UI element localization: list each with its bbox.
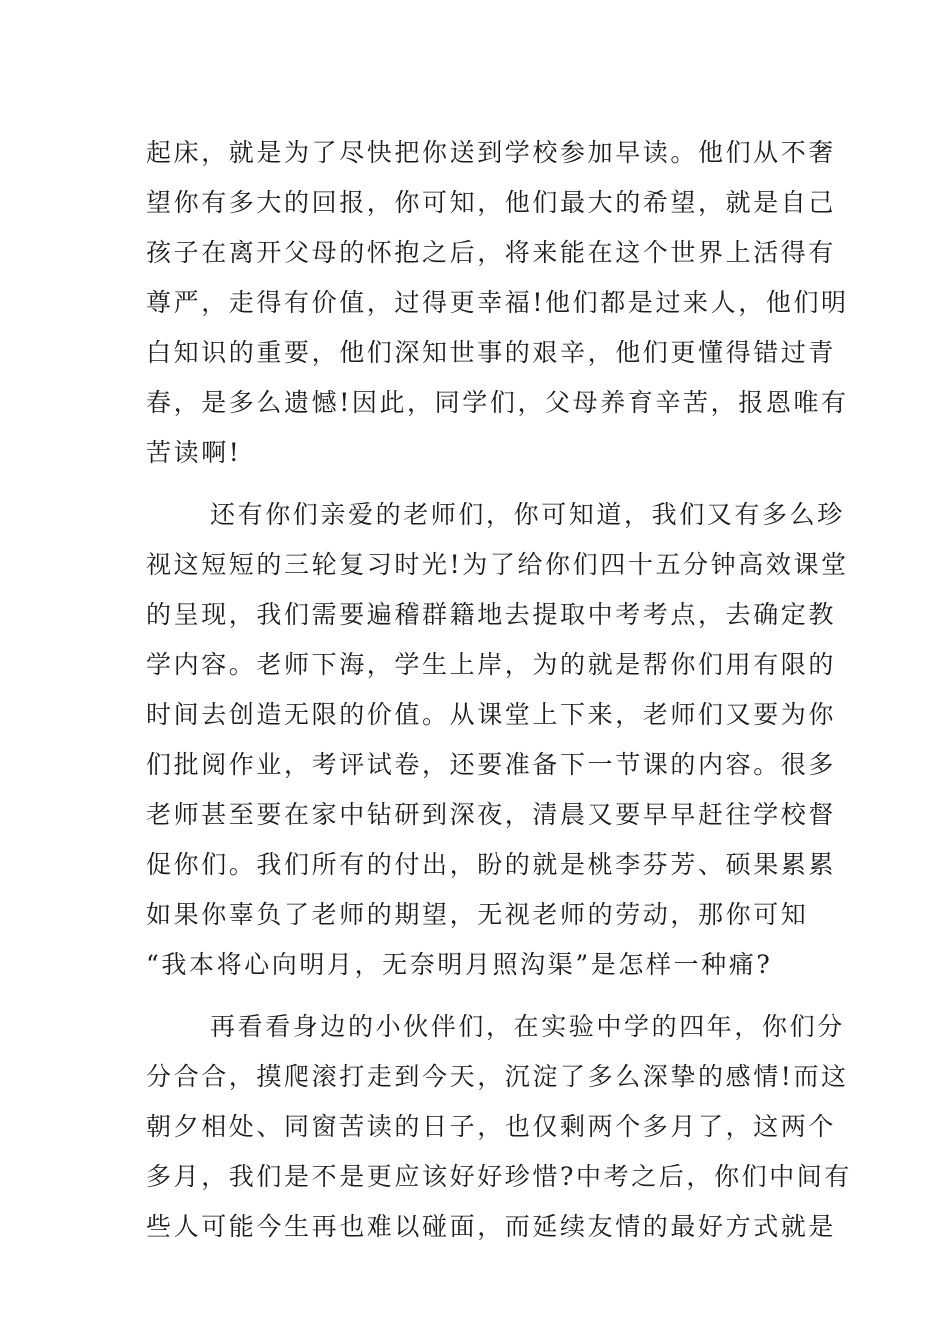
text-line: 望你有多大的回报，你可知，他们最大的希望，就是自己 <box>146 188 837 217</box>
text-line: 时间去创造无限的价值。从课堂上下来，老师们又要为你 <box>146 700 837 729</box>
paragraph-spacer <box>146 990 814 1002</box>
text-line: 白知识的重要，他们深知世事的艰辛，他们更懂得错过青 <box>146 338 837 367</box>
paragraph <box>146 490 849 990</box>
paragraph <box>146 1002 853 1252</box>
text-line: 多月，我们是不是更应该好好珍惜?中考之后，你们中间有 <box>146 1162 853 1191</box>
text-line: 如果你辜负了老师的期望，无视老师的劳动，那你可知 <box>146 900 809 929</box>
text-line: 春，是多么遗憾!因此，同学们，父母养育辛苦，报恩唯有 <box>146 388 849 417</box>
text-line: 们批阅作业，考评试卷，还要准备下一节课的内容。很多 <box>146 750 837 779</box>
text-line: “我本将心向明月，无奈明月照沟渠”是怎样一种痛? <box>146 950 773 979</box>
text-line: 再看看身边的小伙伴们，在实验中学的四年，你们分 <box>210 1012 845 1041</box>
text-line: 孩子在离开父母的怀抱之后，将来能在这个世界上活得有 <box>146 238 837 267</box>
text-line: 起床，就是为了尽快把你送到学校参加早读。他们从不奢 <box>146 138 837 167</box>
text-line: 促你们。我们所有的付出，盼的就是桃李芬芳、硕果累累 <box>146 850 837 879</box>
text-line: 苦读啊! <box>146 438 242 467</box>
text-line: 分合合，摸爬滚打走到今天，沉淀了多么深挚的感情!而这 <box>146 1062 849 1091</box>
document-body <box>146 128 853 1252</box>
text-line: 些人可能今生再也难以碰面，而延续友情的最好方式就是 <box>146 1212 837 1241</box>
text-line: 老师甚至要在家中钻研到深夜，清晨又要早早赶往学校督 <box>146 800 837 829</box>
text-line: 学内容。老师下海，学生上岸，为的就是帮你们用有限的 <box>146 650 837 679</box>
text-line: 视这短短的三轮复习时光!为了给你们四十五分钟高效课堂 <box>146 550 849 579</box>
text-line: 的呈现，我们需要遍稽群籍地去提取中考考点，去确定教 <box>146 600 837 629</box>
paragraph-spacer <box>146 478 814 490</box>
text-line: 朝夕相处、同窗苦读的日子，也仅剩两个多月了，这两个 <box>146 1112 837 1141</box>
paragraph <box>146 128 849 478</box>
text-line: 尊严，走得有价值，过得更幸福!他们都是过来人，他们明 <box>146 288 849 317</box>
text-line: 还有你们亲爱的老师们，你可知道，我们又有多么珍 <box>210 500 845 529</box>
